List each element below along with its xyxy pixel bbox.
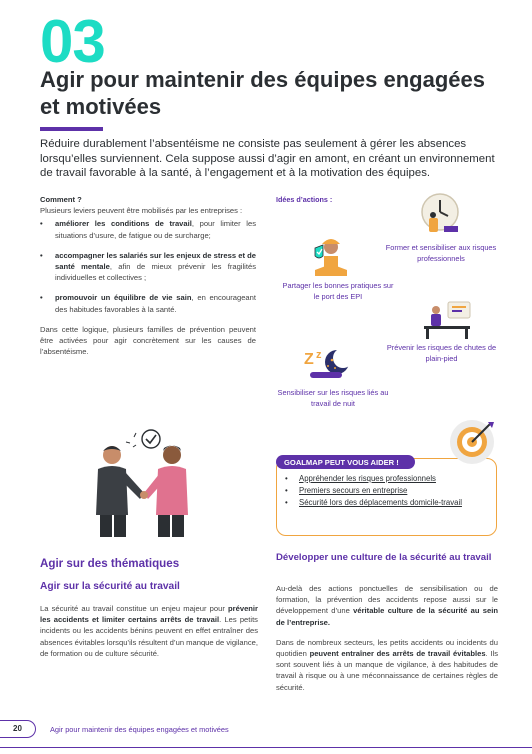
culture-paragraph-1: Au-delà des actions ponctuelles de sensibilisation ou de formation, la prévention des accidents repose aussi sur le développement d’une véritable culture de la sécurité au sein de l’entreprise. [276,584,498,627]
goalmap-heading: GOALMAP PEUT VOUS AIDER ! [276,455,415,469]
safety-subheading: Agir sur la sécurité au travail [40,581,180,592]
culture-heading: Développer une culture de la sécurité au travail [276,552,492,563]
link-risques-professionnels[interactable]: Appréhender les risques professionnels [299,474,436,483]
goalmap-links [285,473,462,510]
link-premiers-secours[interactable]: Premiers secours en entreprise [299,486,408,496]
list-item [285,473,462,485]
page-title: Agir pour maintenir des équipes engagées et motivées [40,67,485,119]
culture-text [276,583,498,702]
handshake-illustration [88,425,198,537]
comment-section [40,194,256,357]
idea-fall: Prévenir les risques de chutes de plain-pied [386,343,497,363]
ppe-icon [305,226,357,278]
list-item [285,485,462,497]
footer-divider [0,747,532,748]
levers-list [40,218,256,314]
night-work-icon [302,346,352,382]
fall-prevention-icon [418,298,476,340]
idea-training: Former et sensibiliser aux risques professionnels [385,243,497,263]
ideas-label: Idées d’actions : [276,195,333,204]
culture-paragraph-2: Dans de nombreux secteurs, les petits accidents ou incidents du quotidien peuvent entraîner des arrêts de travail évitables. Ils sont souvent liés à un manque de vigilance, à des habitudes de travail à risque ou à une méconnaissance de certaines règles de sécurité. [276,637,498,692]
comment-outro: Dans cette logique, plusieurs familles de prévention peuvent être activées pour agir concrètement sur les causes de l’absentéisme. [40,324,256,357]
list-item: • améliorer les conditions de travail, pour limiter les situations d’usure, de fatigue ou de surcharge; [40,218,256,240]
title-underline [40,127,103,131]
svg-text:Z: Z [304,351,314,368]
list-item: • accompagner les salariés sur les enjeux de stress et de santé mentale, afin de mieux prévenir les fragilités individuelles et collectives ; [40,250,256,284]
comment-heading: Comment ? [40,195,82,204]
idea-night: Sensibiliser sur les risques liés au travail de nuit [277,388,389,408]
thematics-heading: Agir sur des thématiques [40,557,180,570]
training-icon [415,188,465,238]
footer-title: Agir pour maintenir des équipes engagées et motivées [50,725,229,734]
list-item [285,497,462,509]
list-item: • promouvoir un équilibre de vie sain, en encourageant des habitudes favorables à la santé. [40,292,256,314]
target-icon [448,418,496,466]
page-number: 20 [0,720,36,738]
svg-text:z: z [316,349,322,361]
chapter-number: 03 [40,8,105,75]
safety-paragraph: La sécurité au travail constitue un enjeu majeur pour prévenir les accidents et limiter certains arrêts de travail. Les petits incidents ou les accidents bénins peuvent en effet entraîner des absences évitables lorsqu’ils résultent d’un manque de vigilance, de formation ou de culture sécurité. [40,604,258,658]
comment-lead: Plusieurs leviers peuvent être mobilisés par les entreprises : [40,206,243,216]
link-deplacements[interactable]: Sécurité lors des déplacements domicile-travail [299,498,462,508]
idea-ppe: Partager les bonnes pratiques sur le port des EPI [282,281,394,301]
intro-paragraph: Réduire durablement l’absentéisme ne consiste pas seulement à gérer les absences lorsqu’elles surviennent. Cela suppose aussi d’agir en amont, en créant un environnement de travail favorable à la santé, à l’engagement et à la motivation des équipes. [40,138,495,179]
